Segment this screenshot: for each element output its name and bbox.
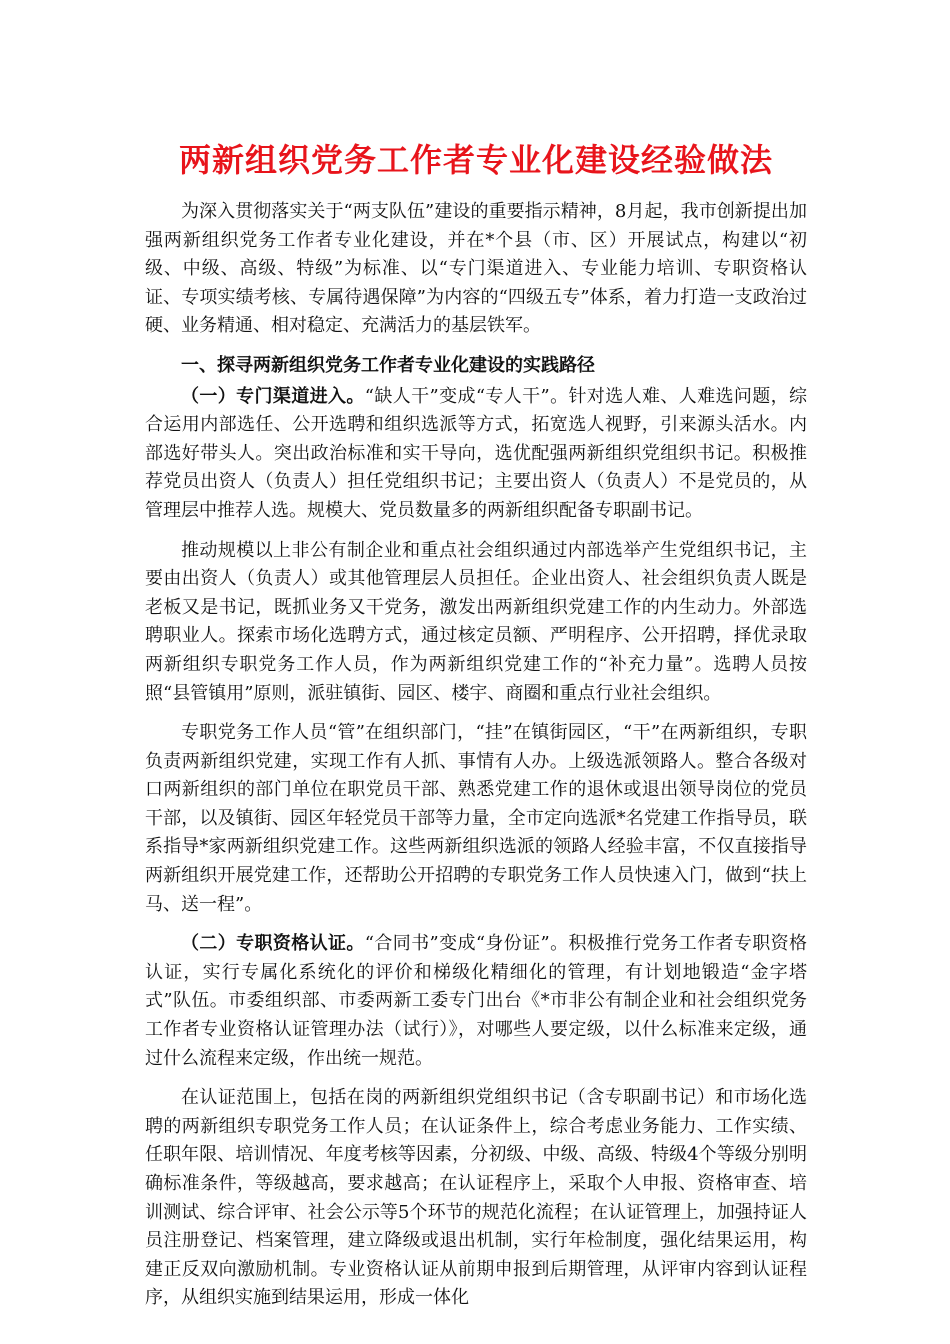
- subsection-1-paragraph: [145, 383, 807, 526]
- subsection-2-lead: （二）专职资格认证。: [181, 933, 365, 955]
- intro-paragraph: 为深入贯彻落实关于“两支队伍”建设的重要指示精神，8月起，我市创新提出加强两新组织党务工作者专业化建设，并在*个县（市、区）开展试点，构建以“初级、中级、高级、特级”为标准、以“专门渠道进入、专业能力培训、专职资格认证、专项实绩考核、专属待遇保障”为内容的“四级五专”体系，着力打造一支政治过硬、业务精通、相对稳定、充满活力的基层铁军。: [145, 201, 807, 337]
- subsection-1-body: “缺人干”变成“专人干”。针对选人难、人难选问题，综合运用内部选任、公开选聘和组织选派等方式，拓宽选人视野，引来源头活水。内部选好带头人。突出政治标准和实干导向，选优配强两新组织党组织书记。积极推荐党员出资人（负责人）担任党组织书记；主要出资人（负责人）不是党员的，从管理层中推荐人选。规模大、党员数量多的两新组织配备专职副书记。: [145, 385, 808, 521]
- subsection-1-lead: （一）专门渠道进入。: [181, 385, 365, 407]
- subsection-2-paragraph: [145, 930, 807, 1073]
- section-heading-1: 一、探寻两新组织党务工作者专业化建设的实践路径: [181, 354, 595, 376]
- document-page: [145, 138, 807, 1313]
- body-paragraph-2: 推动规模以上非公有制企业和重点社会组织通过内部选举产生党组织书记，主要由出资人（负责人）或其他管理层人员担任。企业出资人、社会组织负责人既是老板又是书记，既抓业务又干党务，激发出两新组织党建工作的内生动力。外部选聘职业人。探索市场化选聘方式，通过核定员额、严明程序、公开招聘，择优录取两新组织专职党务工作人员，作为两新组织党建工作的“补充力量”。选聘人员按照“县管镇用”原则，派驻镇街、园区、楼宇、商圈和重点行业社会组织。: [145, 539, 807, 704]
- document-title: 两新组织党务工作者专业化建设经验做法: [178, 141, 773, 179]
- body-paragraph-3: 专职党务工作人员“管”在组织部门，“挂”在镇街园区，“干”在两新组织，专职负责两新组织党建，实现工作有人抓、事情有人办。上级选派领路人。整合各级对口两新组织的部门单位在职党员干部、熟悉党建工作的退休或退出领导岗位的党员干部，以及镇街、园区年轻党员干部等力量，全市定向选派*名党建工作指导员，联系指导*家两新组织党建工作。这些两新组织选派的领路人经验丰富，不仅直接指导两新组织开展党建工作，还帮助公开招聘的专职党务工作人员快速入门，做到“扶上马、送一程”。: [145, 722, 807, 915]
- body-paragraph-5: 在认证范围上，包括在岗的两新组织党组织书记（含专职副书记）和市场化选聘的两新组织专职党务工作人员；在认证条件上，综合考虑业务能力、工作实绩、任职年限、培训情况、年度考核等因素，分初级、中级、高级、特级4个等级分别明确标准条件，等级越高，要求越高；在认证程序上，采取个人申报、资格审查、培训测试、综合评审、社会公示等5个环节的规范化流程；在认证管理上，加强持证人员注册登记、档案管理，建立降级或退出机制，实行年检制度，强化结果运用，构建正反双向激励机制。专业资格认证从前期申报到后期管理，从评审内容到认证程序，从组织实施到结果运用，形成一体化: [145, 1087, 807, 1309]
- subsection-2-body: “合同书”变成“身份证”。积极推行党务工作者专职资格认证，实行专属化系统化的评价和梯级化精细化的管理，有计划地锻造“金字塔式”队伍。市委组织部、市委两新工委专门出台《*市非公有制企业和社会组织党务工作者专业资格认证管理办法（试行）》，对哪些人要定级，以什么标准来定级，通过什么流程来定级，作出统一规范。: [145, 933, 808, 1069]
